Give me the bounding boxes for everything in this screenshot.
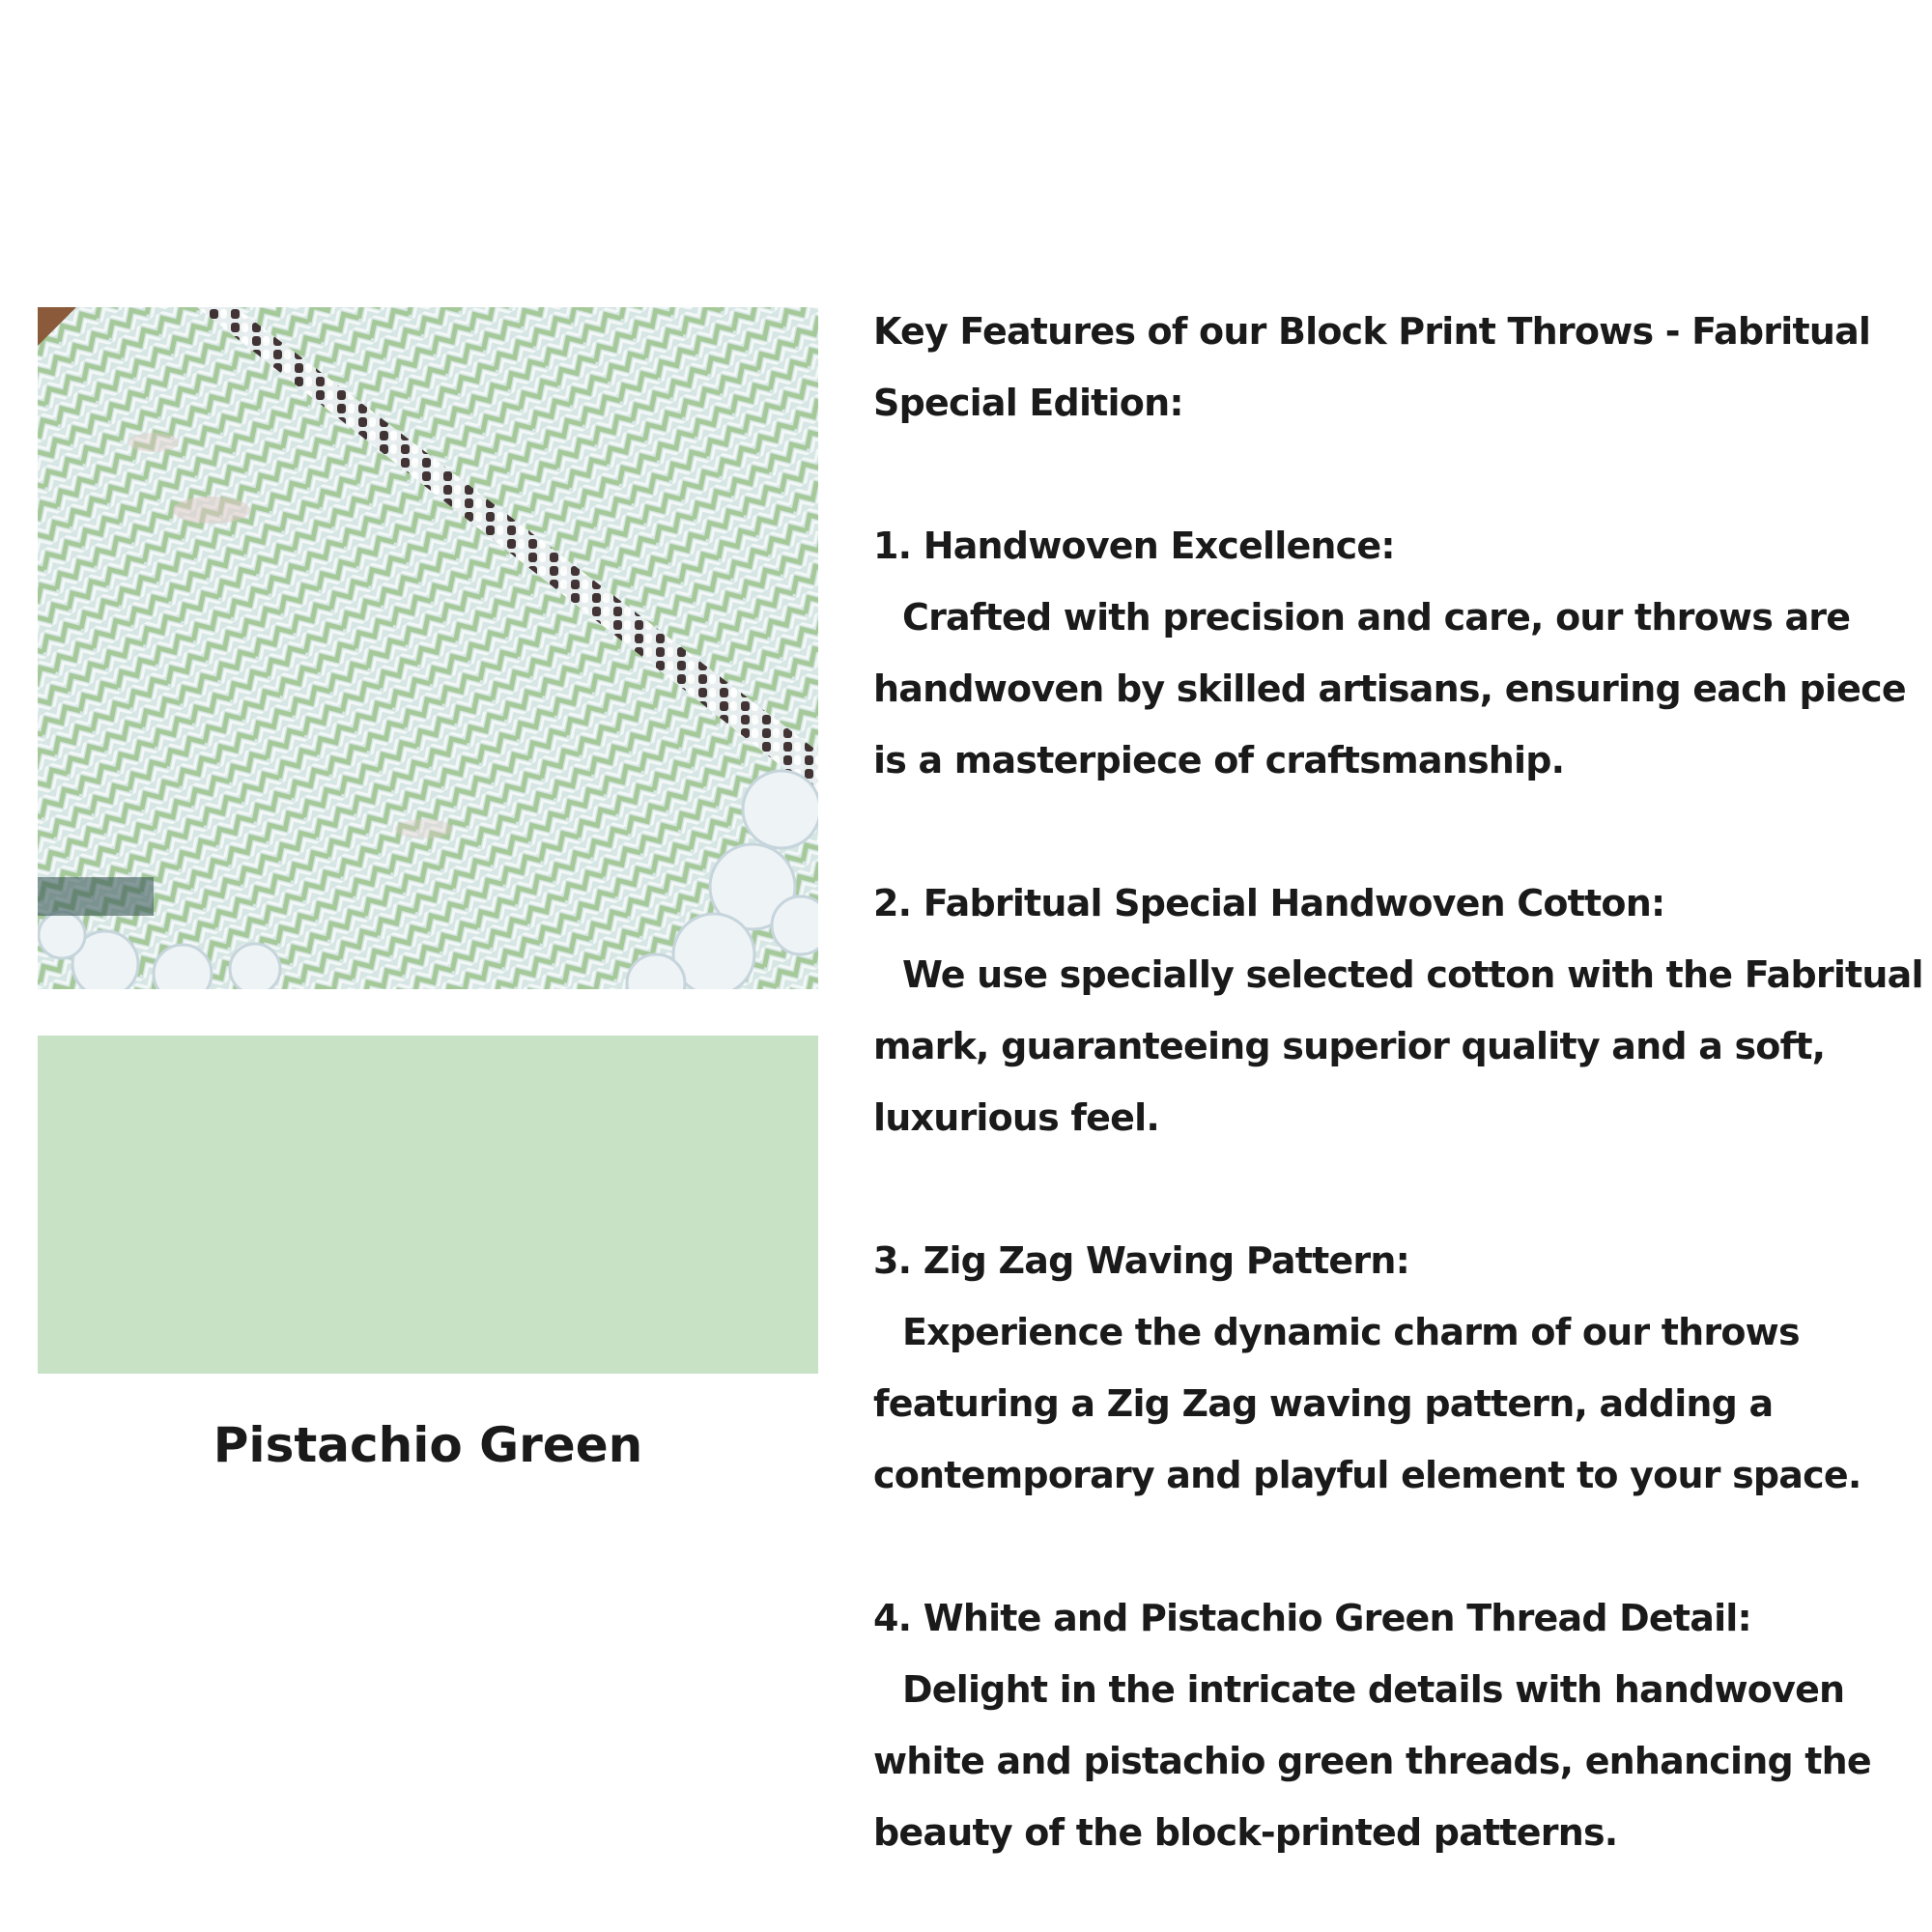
feature-item bbox=[873, 1225, 1926, 1511]
feature-body: Crafted with precision and care, our throws are handwoven by skilled artisans, ensuring each piece is a masterpiece of craftsmanship. bbox=[873, 596, 1906, 781]
feature-item bbox=[873, 510, 1926, 796]
feature-title: 3. Zig Zag Waving Pattern: bbox=[873, 1239, 1409, 1282]
feature-body: Experience the dynamic charm of our throws featuring a Zig Zag waving pattern, adding a contemporary and playful element to your space. bbox=[873, 1311, 1861, 1496]
fabric-photo bbox=[38, 307, 818, 989]
feature-item bbox=[873, 867, 1926, 1153]
color-name-label: Pistachio Green bbox=[213, 1417, 643, 1473]
feature-body: We use specially selected cotton with the Fabritual mark, guaranteeing superior quality and a soft, luxurious feel. bbox=[873, 953, 1923, 1139]
feature-title: 4. White and Pistachio Green Thread Detail: bbox=[873, 1597, 1751, 1639]
color-swatch bbox=[38, 1036, 818, 1374]
feature-body: Delight in the intricate details with handwoven white and pistachio green threads, enhancing the beauty of the block-printed patterns. bbox=[873, 1668, 1871, 1854]
feature-title: 1. Handwoven Excellence: bbox=[873, 525, 1395, 567]
features-heading: Key Features of our Block Print Throws - Fabritual Special Edition: bbox=[873, 310, 1871, 424]
feature-title: 2. Fabritual Special Handwoven Cotton: bbox=[873, 882, 1665, 924]
feature-item bbox=[873, 1582, 1926, 1868]
key-features-section bbox=[873, 296, 1926, 1868]
